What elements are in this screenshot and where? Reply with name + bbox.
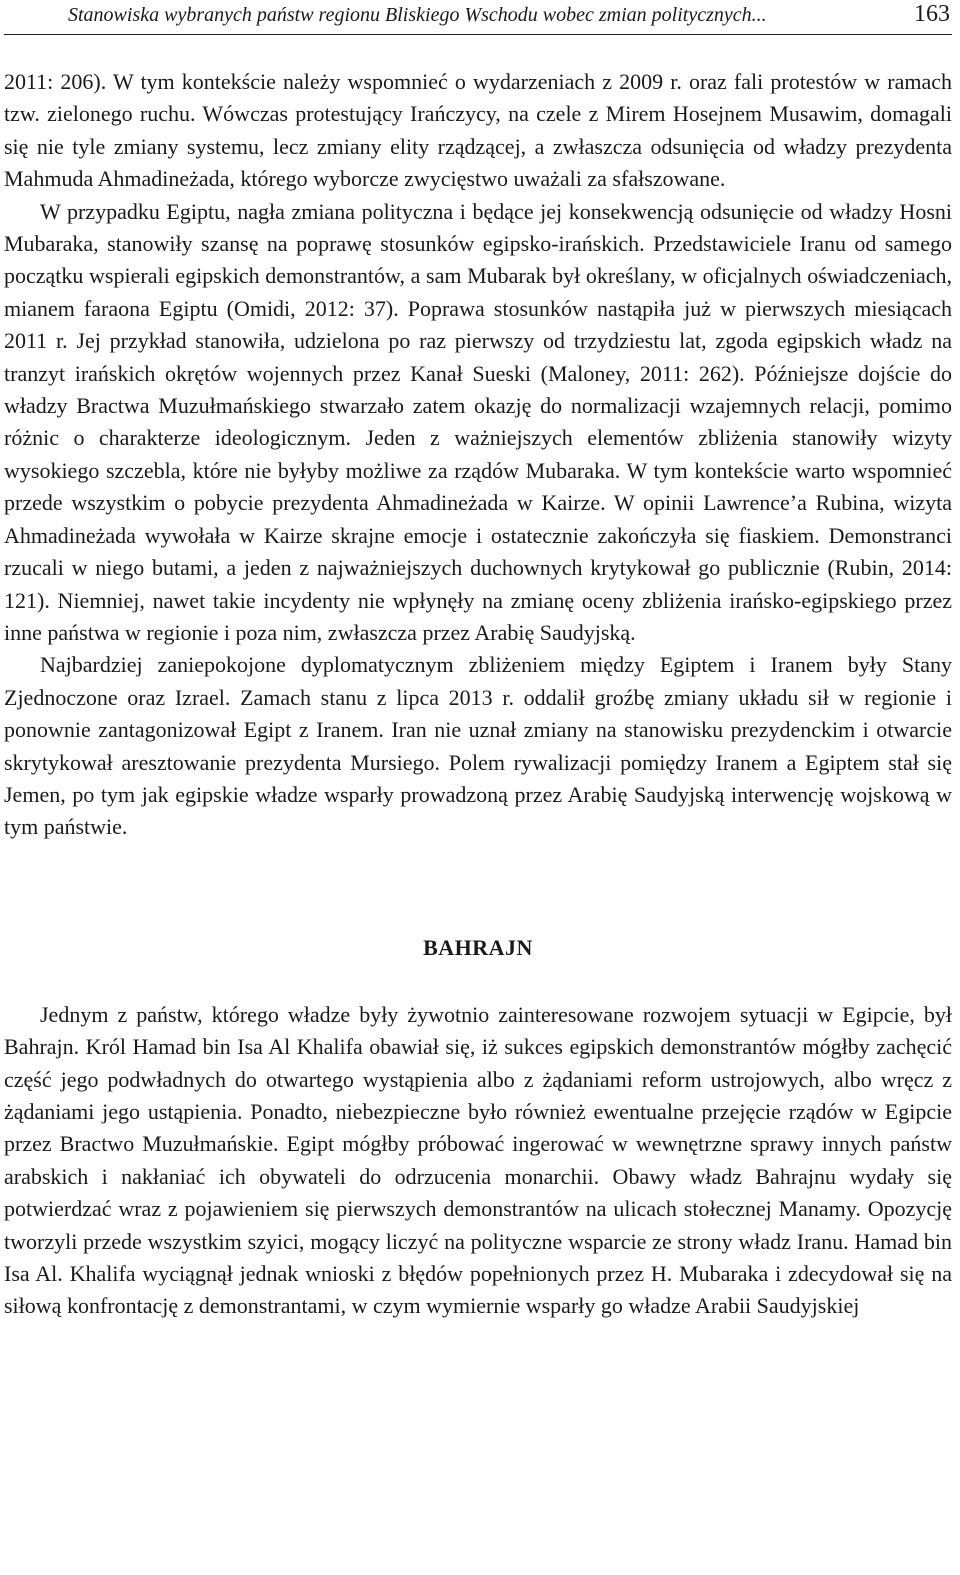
paragraph-continued: 2011: 206). W tym kontekście należy wspomnieć o wydarzeniach z 2009 r. oraz fali protestów w ramach tzw. zielonego ruchu. Wówczas protestujący Irańczycy, na czele z Mirem Hosejnem Musawim, domagali się nie tyle zmiany systemu, lecz zmiany elity rządzącej, a zwłaszcza odsunięcia od władzy prezydenta Mahmuda Ahmadineżada, którego wyborcze zwycięstwo uważali za sfałszowane. xyxy=(4,69,952,192)
book-page xyxy=(4,0,952,1575)
running-title: Stanowiska wybranych państw regionu Bliskiego Wschodu wobec zmian politycznych... xyxy=(68,4,767,26)
paragraph-us-israel: Najbardziej zaniepokojone dyplomatycznym zbliżeniem między Egiptem i Iranem były Stany Zjednoczone oraz Izrael. Zamach stanu z lipca 2013 r. oddalił groźbę zmiany układu sił w regionie i ponownie zantagonizował Egipt z Iranem. Iran nie uznał zmiany na stanowisku prezydenckim i otwarcie skrytykował aresztowanie prezydenta Mursiego. Polem rywalizacji pomiędzy Iranem a Egiptem stał się Jemen, po tym jak egipskie władze wsparły prowadzoną przez Arabię Saudyjską interwencję wojskową w tym państwie. xyxy=(4,652,952,840)
section-heading: BAHRAJN xyxy=(423,934,533,960)
running-header xyxy=(4,0,952,35)
paragraph-egypt-iran: W przypadku Egiptu, nagła zmiana polityczna i będące jej konsekwencją odsunięcie od władzy Hosni Mubaraka, stanowiły szansę na poprawę stosunków egipsko-irańskich. Przedstawiciele Iranu od samego początku wspierali egipskich demonstrantów, a sam Mubarak był określany, w oficjalnych oświadczeniach, mianem faraona Egiptu (Omidi, 2012: 37). Poprawa stosunków nastąpiła już w pierwszych miesiącach 2011 r. Jej przykład stanowiła, udzielona po raz pierwszy od trzydziestu lat, zgoda egipskich władz na tranzyt irańskich okrętów wojennych przez Kanał Sueski (Maloney, 2011: 262). Późniejsze dojście do władzy Bractwa Muzułmańskiego stwarzało zatem okazję do normalizacji wzajemnych relacji, pomimo różnic o charakterze ideologicznym. Jeden z ważniejszych elementów zbliżenia stanowiły wizyty wysokiego szczebla, które nie byłyby możliwe za rządów Mubaraka. W tym kontekście warto wspomnieć przede wszystkim o pobycie prezydenta Ahmadineżada w Kairze. W opinii Lawrence’a Rubina, wizyta Ahmadineżada wywołała w Kairze skrajne emocje i ostatecznie zakończyła się fiaskiem. Demonstranci rzucali w niego butami, a jeden z najważniejszych duchownych krytykował go publicznie (Rubin, 2014: 121). Niemniej, nawet takie incydenty nie wpłynęły na zmianę oceny zbliżenia irańsko-egipskiego przez inne państwa w regionie i poza nim, zwłaszcza przez Arabię Saudyjską. xyxy=(4,198,952,645)
page-number: 163 xyxy=(914,1,950,27)
paragraph-bahrain: Jednym z państw, którego władze były żywotnio zainteresowane rozwojem sytuacji w Egipcie, był Bahrajn. Król Hamad bin Isa Al Khalifa obawiał się, iż sukces egipskich demonstrantów mógłby zachęcić część jego podwładnych do otwartego wystąpienia albo z żądaniami reform ustrojowych, albo wręcz z żądaniami jego ustąpienia. Ponadto, niebezpieczne było również ewentualne przejęcie rządów w Egipcie przez Bractwo Muzułmańskie. Egipt mógłby próbować ingerować w wewnętrzne sprawy innych państw arabskich i nakłaniać ich obywateli do odrzucenia monarchii. Obawy władz Bahrajnu wydały się potwierdzać wraz z pojawieniem się pierwszych demonstrantów na ulicach stołecznej Manamy. Opozycję tworzyli przede wszystkim szyici, mogący liczyć na polityczne wsparcie ze strony władz Iranu. Hamad bin Isa Al. Khalifa wyciągnął jednak wnioski z błędów popełnionych przez H. Mubaraka i zdecydował się na siłową konfrontację z demonstrantami, w czym wymiernie wsparły go władze Arabii Saudyjskiej xyxy=(4,1001,952,1319)
body-text xyxy=(4,66,952,1323)
